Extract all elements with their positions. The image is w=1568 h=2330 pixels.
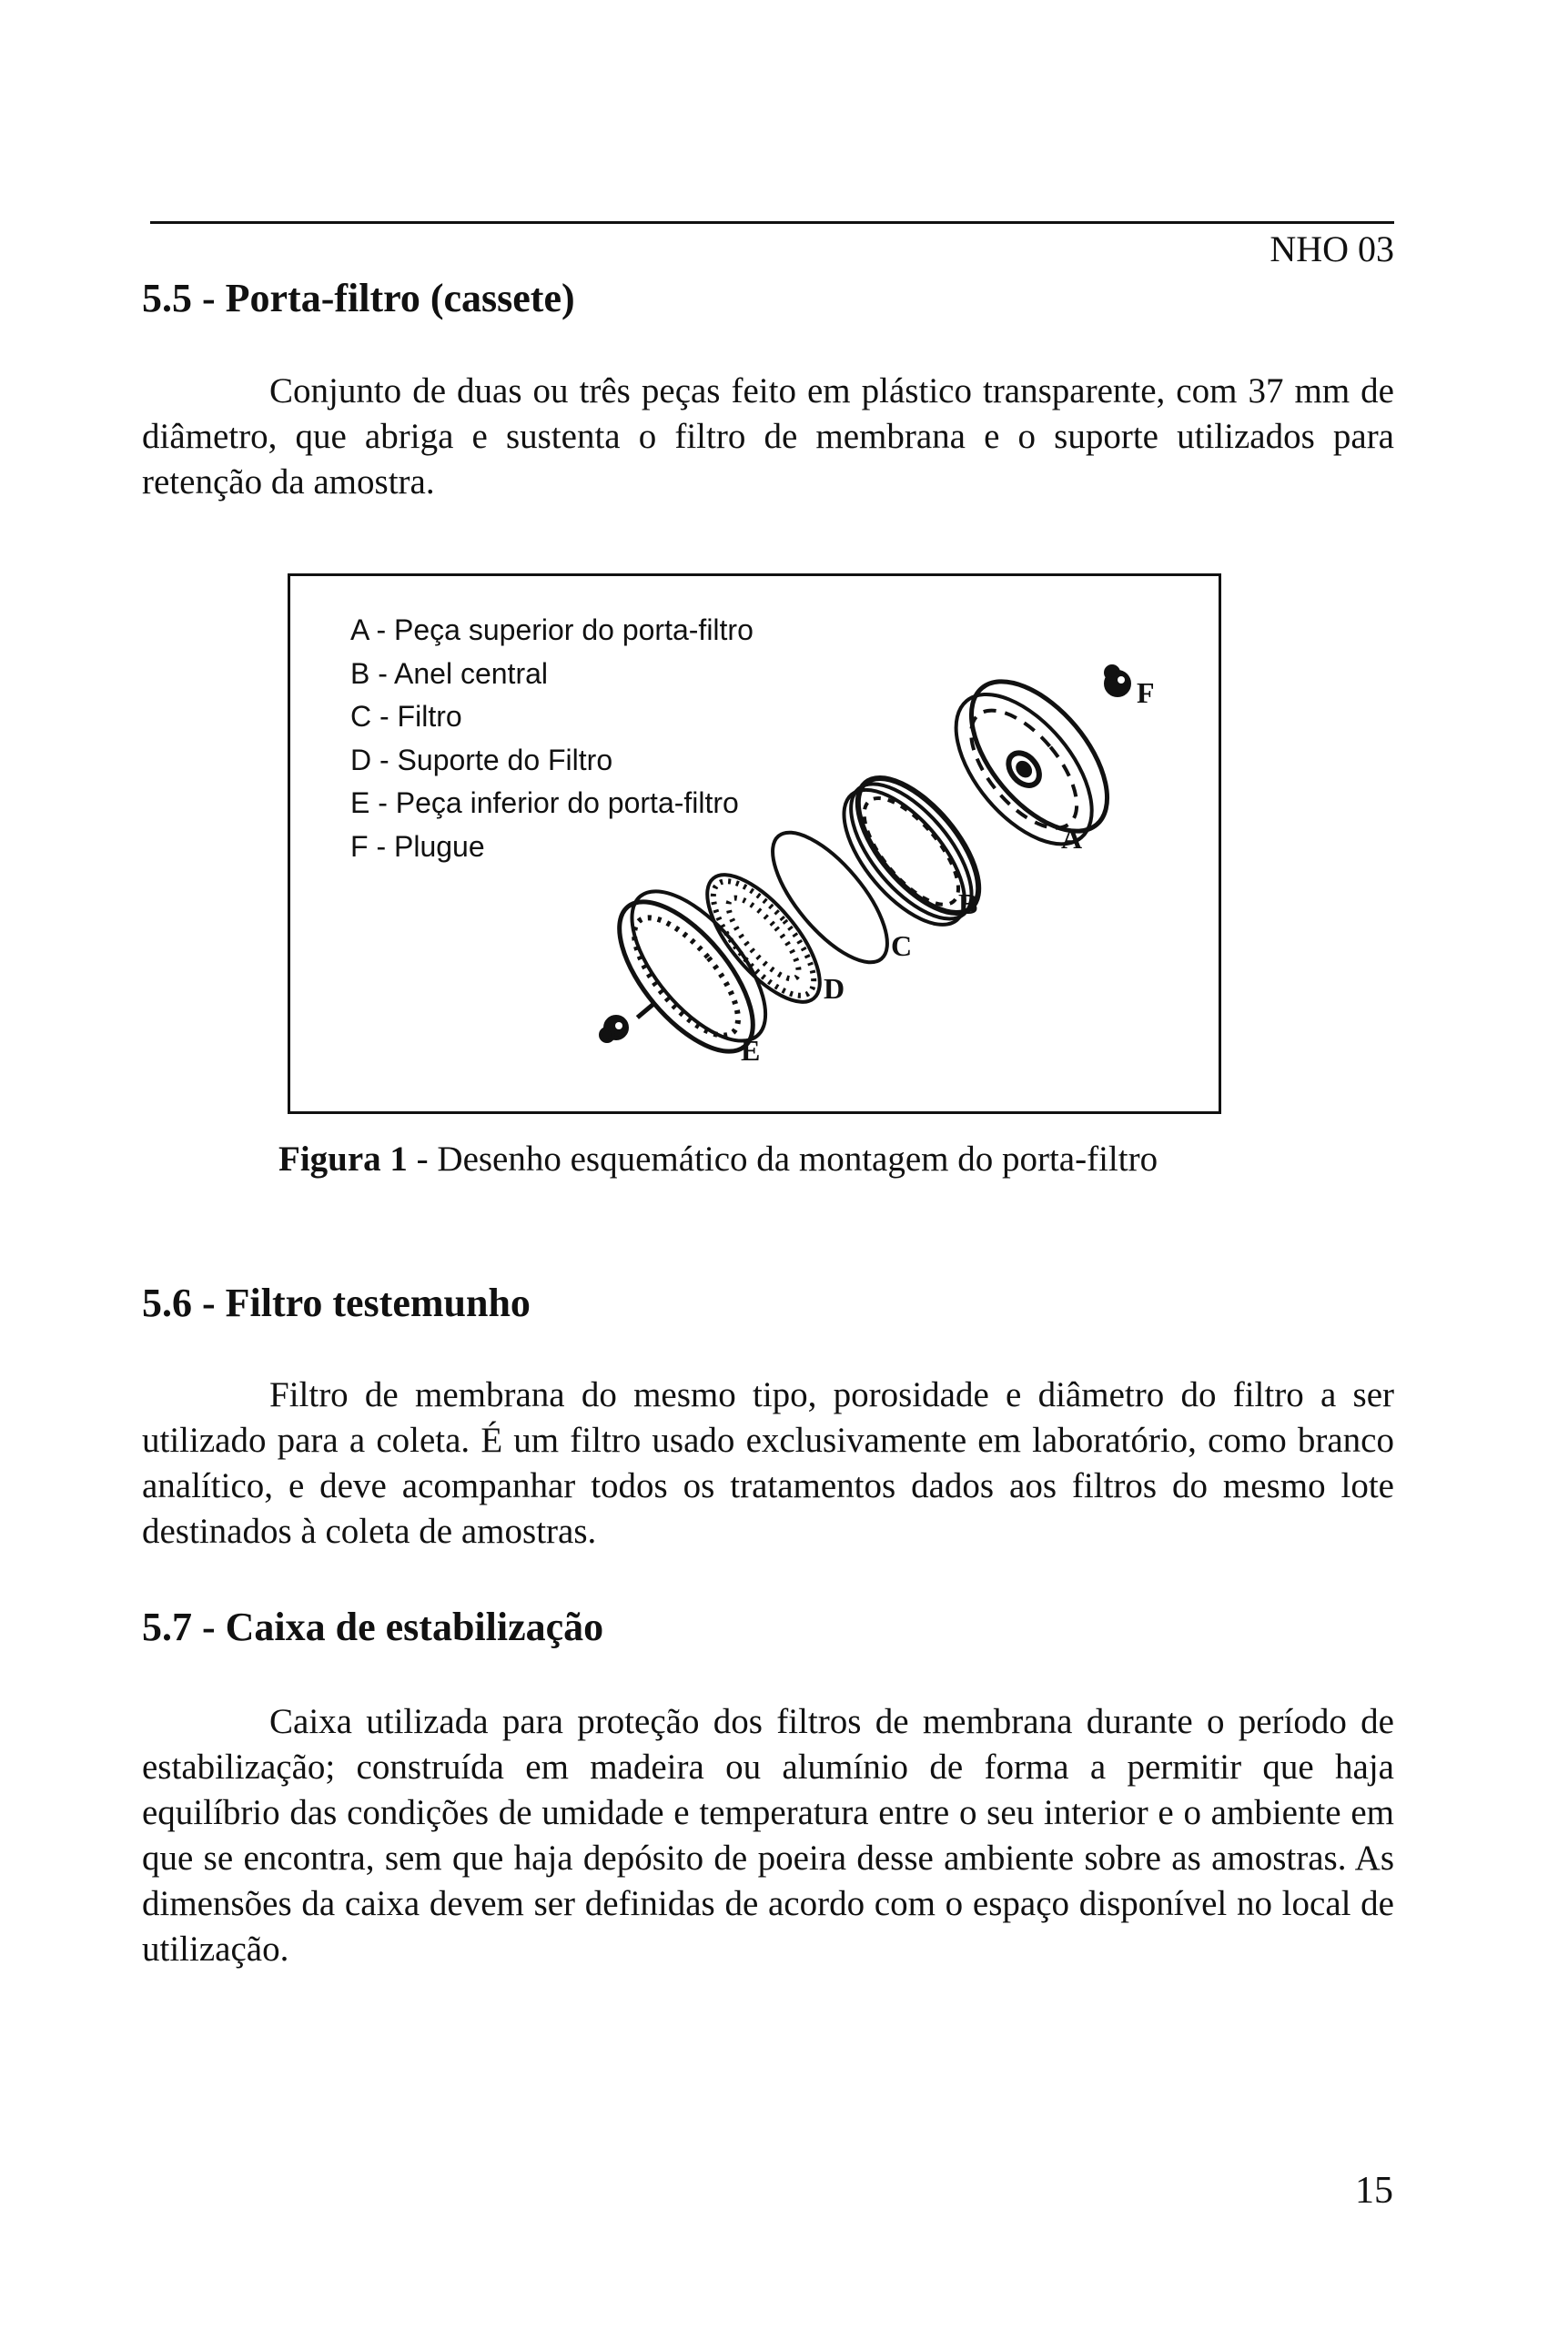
legend-item: C - Filtro <box>350 700 462 733</box>
figure-porta-filtro <box>288 573 1221 1114</box>
legend-item: F - Plugue <box>350 829 485 863</box>
part-label-f: F <box>1137 676 1155 709</box>
filter-disk-drawing <box>754 815 906 979</box>
section-heading-5-6: 5.6 - Filtro testemunho <box>142 1281 531 1325</box>
document-code: NHO 03 <box>1270 228 1394 269</box>
page-number: 15 <box>1355 2170 1393 2212</box>
section-heading-5-5: 5.5 - Porta-filtro (cassete) <box>142 276 575 320</box>
figure-legend <box>350 609 754 868</box>
part-label-c: C <box>891 929 913 962</box>
legend-item: E - Peça inferior do porta-filtro <box>350 786 739 819</box>
plug-drawing-top <box>1106 666 1129 695</box>
legend-item: A - Peça superior do porta-filtro <box>350 613 754 646</box>
figure-caption-text: - Desenho esquemático da montagem do porta-filtro <box>407 1140 1158 1179</box>
part-label-a: A <box>1061 822 1083 855</box>
header-rule <box>150 221 1394 224</box>
section-heading-5-7: 5.7 - Caixa de estabilização <box>142 1605 604 1649</box>
part-label-d: D <box>824 972 845 1005</box>
part-label-e: E <box>741 1034 761 1067</box>
section-paragraph-5-6: Filtro de membrana do mesmo tipo, porosidade e diâmetro do filtro a ser utilizado para a coleta. É um filtro usado exclusivamente em laboratório, como branco analítico, e deve acompanhar todos os tratamentos dados aos filtros do mesmo lote destinados à coleta de amostras. <box>142 1375 1394 1551</box>
legend-item: B - Anel central <box>350 656 548 690</box>
part-label-b: B <box>958 887 978 920</box>
figure-caption-label: Figura 1 <box>278 1140 408 1179</box>
figure-caption <box>278 1139 1158 1180</box>
plug-drawing-bottom <box>601 1017 627 1041</box>
section-paragraph-5-5: Conjunto de duas ou três peças feito em plástico transparente, com 37 mm de diâmetro, que abriga e sustenta o filtro de membrana e o suporte utilizados para retenção da amostra. <box>142 371 1394 501</box>
section-paragraph-5-7: Caixa utilizada para proteção dos filtros de membrana durante o período de estabilização; construída em madeira ou alumínio de forma a permitir que haja equilíbrio das condições de umidade e temperatura entre o seu interior e o ambiente em que se encontra, sem que haja depósito de poeira desse ambiente sobre as amostras. As dimensões da caixa devem ser definidas de acordo com o espaço disponível no local de utilização. <box>142 1702 1394 1969</box>
legend-item: D - Suporte do Filtro <box>350 743 613 776</box>
